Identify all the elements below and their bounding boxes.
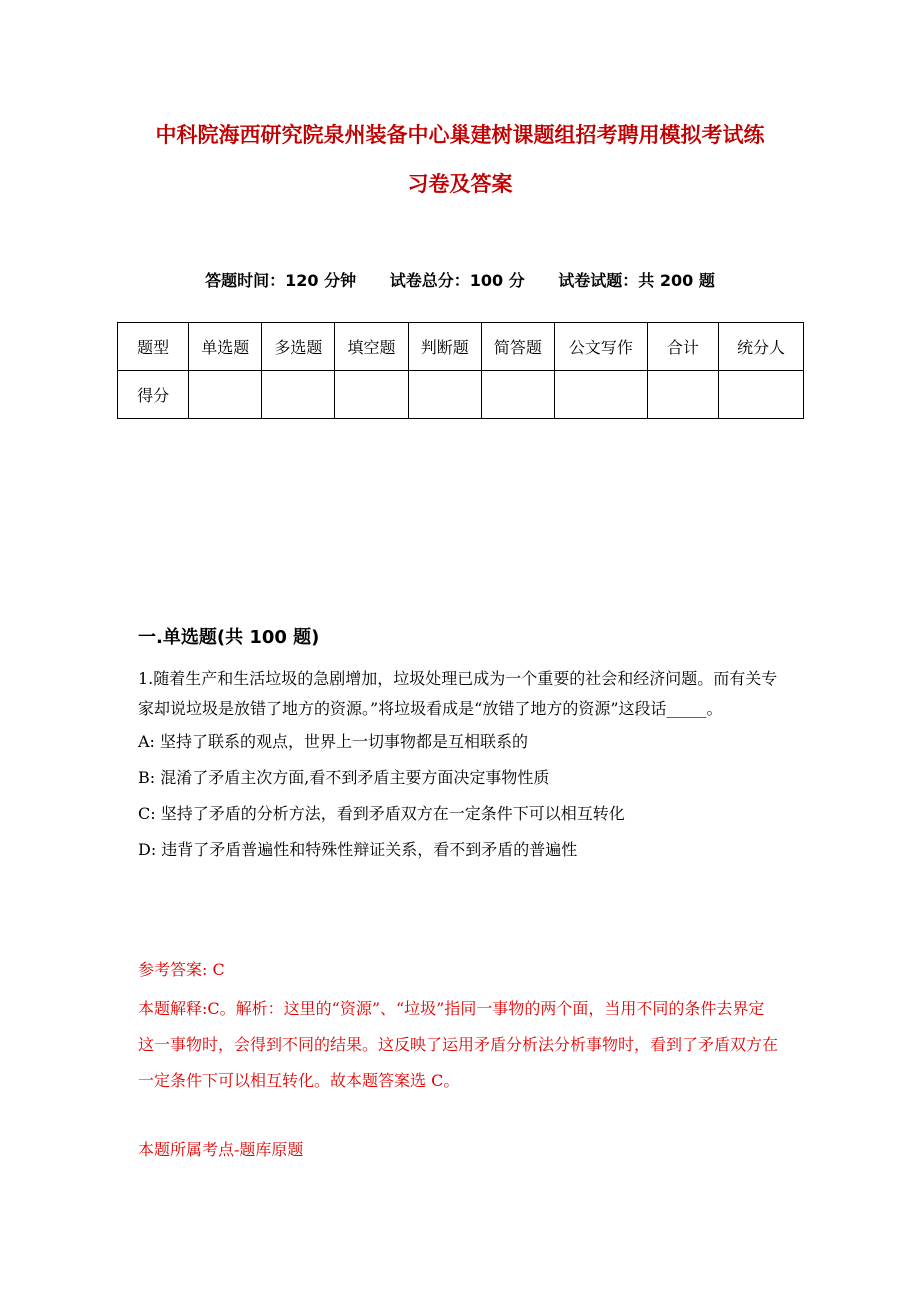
score-table-header-row: [118, 323, 804, 371]
section-title: 一.单选题(共 100 题): [138, 627, 320, 648]
exam-meta: [0, 268, 920, 291]
document-title-line2: 习卷及答案: [407, 172, 513, 196]
header-cell: 合计: [647, 323, 718, 371]
score-table: [117, 322, 804, 419]
header-cell: 判断题: [408, 323, 481, 371]
score-cell: [408, 371, 481, 419]
header-cell: 多选题: [262, 323, 335, 371]
score-cell: [481, 371, 554, 419]
header-cell: 公文写作: [554, 323, 647, 371]
exam-question-count: 试卷试题：共 200 题: [558, 271, 715, 290]
header-cell: 简答题: [481, 323, 554, 371]
score-row-label: 得分: [118, 371, 189, 419]
header-cell: 题型: [118, 323, 189, 371]
score-cell: [718, 371, 803, 419]
option-a: A: 坚持了联系的观点，世界上一切事物都是互相联系的: [138, 732, 529, 751]
score-cell: [262, 371, 335, 419]
question-text: 1.随着生产和生活垃圾的急剧增加，垃圾处理已成为一个重要的社会和经济问题。而有关专家却说垃圾是放错了地方的资源。”将垃圾看成是“放错了地方的资源”这段话_____。: [138, 669, 778, 718]
question-block: [138, 664, 778, 868]
header-cell: 填空题: [335, 323, 408, 371]
option-b: B: 混淆了矛盾主次方面,看不到矛盾主要方面决定事物性质: [138, 768, 550, 787]
score-cell: [647, 371, 718, 419]
knowledge-point: 本题所属考点-题库原题: [138, 1140, 304, 1159]
exam-time: 答题时间：120 分钟: [205, 271, 357, 290]
score-cell: [335, 371, 408, 419]
exam-total-score: 试卷总分：100 分: [389, 271, 525, 290]
score-cell: [554, 371, 647, 419]
document-title-line1: 中科院海西研究院泉州装备中心巢建树课题组招考聘用模拟考试练: [155, 123, 765, 147]
option-d: D: 违背了矛盾普遍性和特殊性辩证关系，看不到矛盾的普遍性: [138, 840, 578, 859]
option-c: C: 坚持了矛盾的分析方法，看到矛盾双方在一定条件下可以相互转化: [138, 804, 625, 823]
header-cell: 单选题: [189, 323, 262, 371]
reference-answer: 参考答案: C: [138, 960, 225, 979]
header-cell: 统分人: [718, 323, 803, 371]
answer-explanation: 本题解释:C。解析：这里的“资源”、“垃圾”指同一事物的两个面，当用不同的条件去界定这一事物时，会得到不同的结果。这反映了运用矛盾分析法分析事物时，看到了矛盾双方在一定条件下可以相互转化。故本题答案选 C。: [138, 999, 779, 1090]
score-table-score-row: [118, 371, 804, 419]
score-cell: [189, 371, 262, 419]
